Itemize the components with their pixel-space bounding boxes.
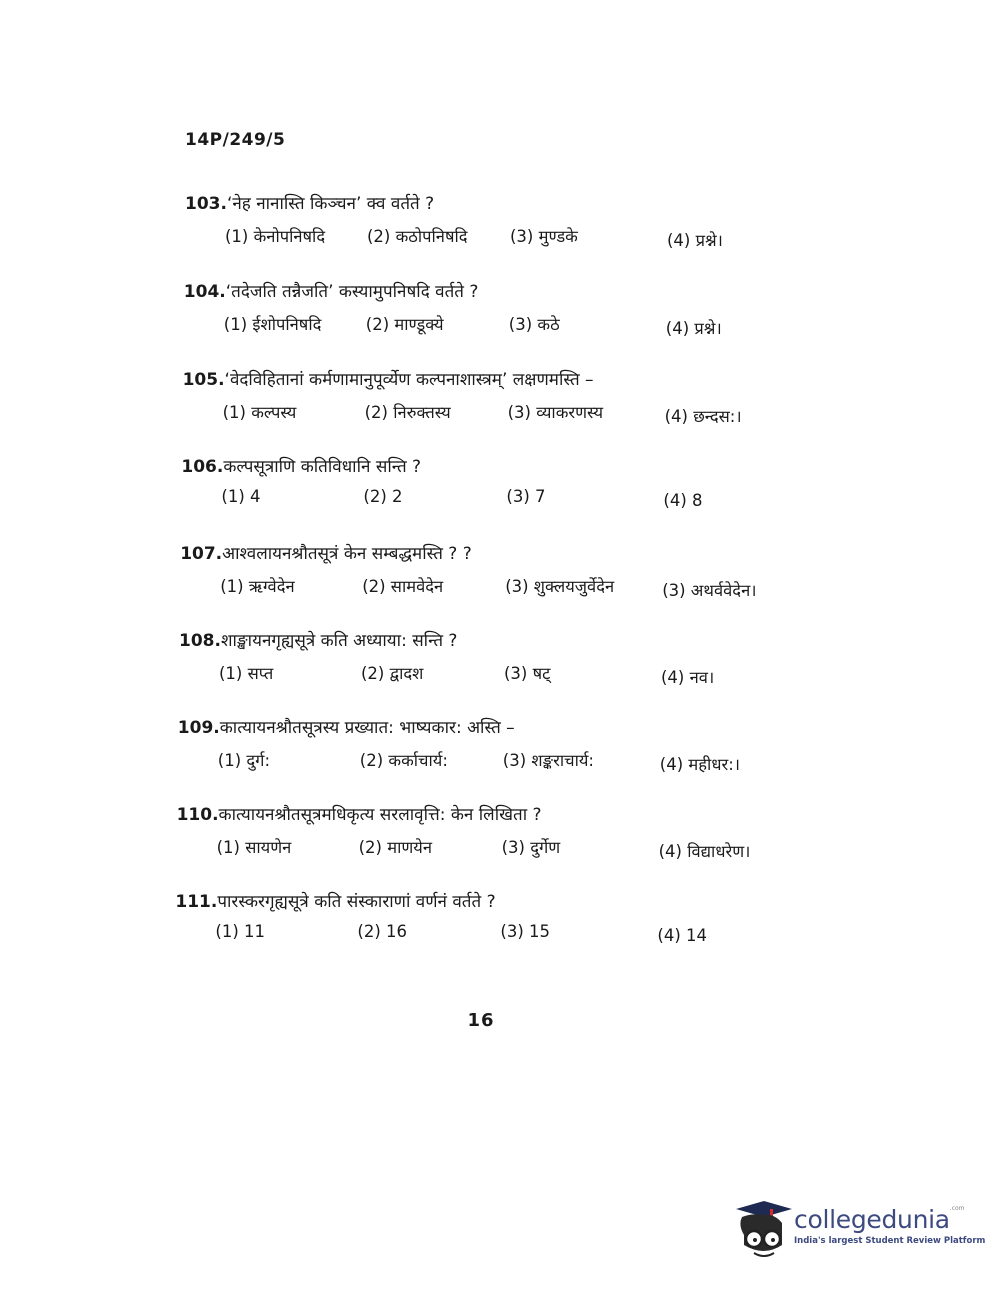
option-1: (1) ऋग्वेदेन (220, 577, 295, 596)
option-4: (4) विद्याधरेण। (658, 842, 751, 861)
option-3: (3) मुण्डके (510, 227, 578, 246)
option-4: (3) अथर्ववेदेन। (662, 581, 757, 600)
option-1: (1) दुर्ग: (217, 751, 271, 770)
brand-suffix: .com (949, 1205, 965, 1212)
option-row (183, 400, 883, 430)
question-number: 103. (185, 194, 227, 214)
question-text: शाङ्खायनगृह्यसूत्रे कति अध्याया: सन्ति ? (220, 631, 458, 651)
question-text: ‘वेदविहितानां कर्मणामानुपूर्व्येण कल्पनाशास्त्रम्’ लक्षणमस्ति – (224, 370, 594, 390)
question-item (180, 542, 880, 604)
collegedunia-logo (734, 1195, 986, 1265)
option-1: (1) सप्त (219, 664, 274, 683)
option-3: (3) 15 (500, 922, 551, 941)
option-1: (1) कल्पस्य (222, 403, 297, 422)
question-line (181, 455, 881, 479)
question-line (183, 368, 883, 392)
option-4: (4) प्रश्ने। (667, 231, 723, 250)
question-item (178, 716, 878, 778)
option-2: (2) माण्डूक्ये (365, 315, 444, 334)
option-row (178, 748, 878, 778)
option-2: (2) द्वादश (361, 664, 424, 683)
question-line (178, 716, 878, 740)
option-2: (2) निरुक्तस्य (364, 403, 451, 422)
option-4: (4) प्रश्ने। (665, 319, 722, 338)
option-row (177, 835, 877, 865)
question-item (181, 455, 881, 517)
option-4: (4) नव। (661, 668, 715, 687)
option-2: (2) 16 (357, 922, 408, 941)
question-item (184, 280, 884, 342)
question-text: कल्पसूत्राणि कतिविधानि सन्ति ? (223, 457, 422, 477)
question-number: 104. (183, 282, 226, 302)
question-number: 107. (180, 544, 223, 564)
question-number: 105. (182, 370, 225, 390)
option-3: (3) दुर्गेण (501, 838, 561, 857)
question-line (175, 890, 875, 914)
option-2: (2) माणयेन (358, 838, 433, 857)
option-4: (4) छन्दस:। (664, 407, 742, 426)
option-row (180, 574, 880, 604)
question-item (175, 890, 875, 952)
option-3: (3) कठे (508, 315, 560, 334)
question-number: 110. (176, 805, 219, 825)
option-3: (3) शङ्कराचार्य: (502, 751, 594, 770)
question-line (177, 803, 877, 827)
question-text: ‘तदेजति तन्नैजति’ कस्यामुपनिषदि वर्तते ? (225, 282, 479, 302)
option-1: (1) ईशोपनिषदि (223, 315, 322, 334)
option-row (181, 487, 881, 517)
option-4: (4) 8 (663, 491, 703, 510)
option-4: (4) 14 (657, 926, 708, 945)
question-line (184, 280, 884, 304)
option-2: (2) 2 (363, 487, 403, 506)
option-row (185, 224, 885, 254)
option-row (179, 661, 879, 691)
option-2: (2) कठोपनिषदि (367, 227, 468, 246)
question-text: ‘नेह नानास्ति किञ्चन’ क्व वर्तते ? (226, 194, 435, 214)
question-text: पारस्करगृह्यसूत्रे कति संस्काराणां वर्णनं वर्तते ? (217, 892, 496, 912)
option-1: (1) 4 (221, 487, 261, 506)
question-item (179, 629, 879, 691)
question-line (180, 542, 880, 566)
paper-code: 14P/249/5 (185, 130, 286, 150)
option-3: (3) षट् (504, 664, 551, 683)
question-number: 109. (177, 718, 220, 738)
option-2: (2) सामवेदेन (362, 577, 444, 596)
option-1: (1) सायणेन (216, 838, 292, 857)
question-text: आश्वलायनश्रौतसूत्रं केन सम्बद्धमस्ति ? ? (222, 544, 472, 564)
option-1: (1) केनोपनिषदि (225, 227, 326, 246)
question-item (185, 192, 885, 254)
page-number: 16 (467, 1010, 495, 1031)
question-line (179, 629, 879, 653)
question-text: कात्यायनश्रौतसूत्रस्य प्रख्यात: भाष्यकार: अस्ति – (219, 718, 515, 738)
question-item (177, 803, 877, 865)
question-number: 106. (181, 457, 224, 477)
option-3: (3) 7 (506, 487, 546, 506)
option-1: (1) 11 (215, 922, 266, 941)
option-3: (3) व्याकरणस्य (507, 403, 604, 422)
mascot-icon (734, 1195, 794, 1265)
question-line (185, 192, 885, 216)
question-text: कात्यायनश्रौतसूत्रमधिकृत्य सरलावृत्ति: केन लिखिता ? (218, 805, 542, 825)
question-number: 108. (179, 631, 221, 651)
option-4: (4) महीधर:। (659, 755, 741, 774)
option-row (184, 312, 884, 342)
option-2: (2) कर्काचार्य: (359, 751, 448, 770)
option-3: (3) शुक्लयजुर्वेदेन (505, 577, 615, 596)
brand-name: collegedunia (794, 1205, 950, 1234)
question-number: 111. (175, 892, 218, 912)
question-item (183, 368, 883, 430)
option-row (175, 922, 875, 952)
brand-tagline: India's largest Student Review Platform (794, 1236, 986, 1246)
